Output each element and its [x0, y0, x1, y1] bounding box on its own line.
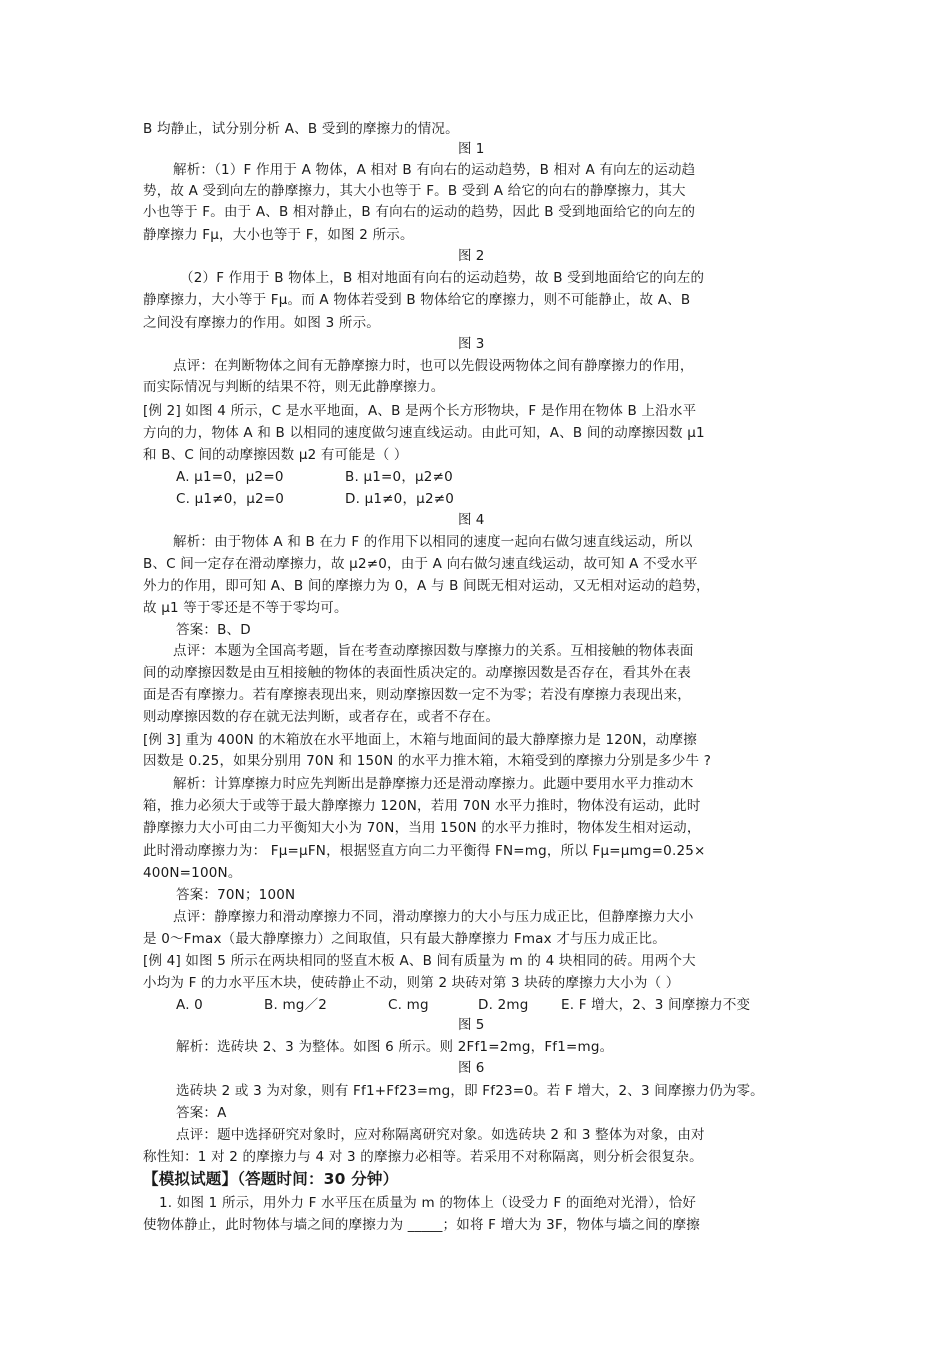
option-a: A. μ1=0，μ2=0 — [176, 469, 284, 485]
option-a: A. 0 — [176, 997, 203, 1013]
option-e: E. F 增大，2、3 间摩擦力不变 — [561, 997, 751, 1013]
text-line: 称性知：1 对 2 的摩擦力与 4 对 3 的摩擦力必相等。若采用不对称隔离，则分析会很复杂。 — [143, 1149, 703, 1165]
figure-caption: 图 2 — [458, 248, 485, 264]
answer: 答案：B、D — [176, 622, 251, 638]
text-line: 点评：本题为全国高考题，旨在考查动摩擦因数与摩擦力的关系。互相接触的物体表面 — [173, 643, 694, 659]
text-line: （2）F 作用于 B 物体上，B 相对地面有向右的运动趋势，故 B 受到地面给它的向左的 — [180, 270, 705, 286]
text-line: 间的动摩擦因数是由互相接触的物体的表面性质决定的。动摩擦因数是否存在，看其外在表 — [143, 665, 691, 681]
text-line: 面是否有摩擦力。若有摩擦表现出来，则动摩擦因数一定不为零；若没有摩擦力表现出来， — [143, 687, 691, 703]
text-line: 方向的力，物体 A 和 B 以相同的速度做匀速直线运动。由此可知，A、B 间的动摩擦因数 μ1 — [143, 425, 705, 441]
text-line: 使物体静止，此时物体与墙之间的摩擦力为 _____；如将 F 增大为 3F，物体与墙之间的摩擦 — [143, 1217, 700, 1233]
text-line: 静摩擦力大小可由二力平衡知大小为 70N，当用 150N 的水平力推时，物体发生相对运动， — [143, 820, 701, 836]
text-line: 静摩擦力，大小等于 Fμ。而 A 物体若受到 B 物体给它的摩擦力，则不可能静止，故 A、B — [143, 292, 691, 308]
text-line: 因数是 0.25，如果分别用 70N 和 150N 的水平力推木箱，木箱受到的摩擦力分别是多少牛 ? — [143, 753, 712, 769]
section-heading: 【模拟试题】（答题时间：30 分钟） — [143, 1170, 399, 1188]
answer: 答案：70N；100N — [176, 887, 296, 903]
text-line: 400N=100N。 — [143, 865, 242, 881]
text-line: B、C 间一定存在滑动摩擦力，故 μ2≠0，由于 A 向右做匀速直线运动，故可知 A 不受水平 — [143, 556, 698, 572]
text-line: 势，故 A 受到向左的静摩擦力，其大小也等于 F。B 受到 A 给它的向右的静摩擦力，其大 — [143, 183, 686, 199]
option-d: D. μ1≠0，μ2≠0 — [345, 491, 455, 507]
option-d: D. 2mg — [478, 997, 529, 1013]
text-line: 是 0～Fmax（最大静摩擦力）之间取值，只有最大静摩擦力 Fmax 才与压力成正比。 — [143, 931, 666, 947]
text-line: 和 B、C 间的动摩擦因数 μ2 有可能是（ ） — [143, 447, 408, 463]
option-b: B. μ1=0，μ2≠0 — [345, 469, 453, 485]
text-line: 箱，推力必须大于或等于最大静摩擦力 120N，若用 70N 水平力推时，物体没有运动，此时 — [143, 798, 701, 814]
text-line: 而实际情况与判断的结果不符，则无此静摩擦力。 — [143, 379, 445, 395]
text-line: 解析：由于物体 A 和 B 在力 F 的作用下以相同的速度一起向右做匀速直线运动，所以 — [173, 534, 693, 550]
text-line: 点评：静摩擦力和滑动摩擦力不同，滑动摩擦力的大小与压力成正比，但静摩擦力大小 — [173, 909, 694, 925]
text-line: [例 3] 重为 400N 的木箱放在水平地面上，木箱与地面间的最大静摩擦力是 120N，动摩擦 — [143, 732, 697, 748]
figure-caption: 图 3 — [458, 336, 485, 352]
figure-caption: 图 5 — [458, 1017, 485, 1033]
text-line: 解析：（1）F 作用于 A 物体，A 相对 B 有向右的运动趋势，B 相对 A 有向左的运动趋 — [173, 162, 696, 178]
figure-caption: 图 1 — [458, 141, 485, 157]
option-c: C. μ1≠0，μ2=0 — [176, 491, 285, 507]
text-line: 小也等于 F。由于 A、B 相对静止，B 有向右的运动的趋势，因此 B 受到地面给它的向左的 — [143, 204, 696, 220]
option-c: C. mg — [388, 997, 429, 1013]
text-line: 点评：在判断物体之间有无静摩擦力时，也可以先假设两物体之间有静摩擦力的作用， — [173, 358, 694, 374]
text-line: 之间没有摩擦力的作用。如图 3 所示。 — [143, 315, 380, 331]
text-line: 解析：计算摩擦力时应先判断出是静摩擦力还是滑动摩擦力。此题中要用水平力推动木 — [173, 776, 694, 792]
text-line: 则动摩擦因数的存在就无法判断，或者存在，或者不存在。 — [143, 709, 500, 725]
option-b: B. mg／2 — [264, 997, 328, 1013]
answer: 答案：A — [176, 1105, 227, 1121]
text-line: 此时滑动摩擦力为： Fμ=μFN，根据竖直方向二力平衡得 FN=mg，所以 Fμ=μmg=0.25× — [143, 843, 706, 859]
figure-caption: 图 4 — [458, 512, 485, 528]
text-line: 1. 如图 1 所示，用外力 F 水平压在质量为 m 的物体上（设受力 F 的面绝对光滑），恰好 — [159, 1195, 697, 1211]
text-line: 解析：选砖块 2、3 为整体。如图 6 所示。则 2Ff1=2mg，Ff1=mg。 — [176, 1039, 614, 1055]
text-line: 小均为 F 的力水平压木块，使砖静止不动，则第 2 块砖对第 3 块砖的摩擦力大小为（ ） — [143, 975, 680, 991]
text-line: 点评：题中选择研究对象时，应对称隔离研究对象。如选砖块 2 和 3 整体为对象，由对 — [176, 1127, 705, 1143]
text-line: 选砖块 2 或 3 为对象，则有 Ff1+Ff23=mg，即 Ff23=0。若 F 增大，2、3 间摩擦力仍为零。 — [176, 1083, 764, 1099]
text-line: 外力的作用，即可知 A、B 间的摩擦力为 0，A 与 B 间既无相对运动，又无相对运动的趋势， — [143, 578, 710, 594]
text-line: [例 2] 如图 4 所示，C 是水平地面，A、B 是两个长方形物块，F 是作用在物体 B 上沿水平 — [143, 403, 697, 419]
text-line: B 均静止，试分别分析 A、B 受到的摩擦力的情况。 — [143, 121, 459, 137]
text-line: [例 4] 如图 5 所示在两块相同的竖直木板 A、B 间有质量为 m 的 4 块相同的砖。用两个大 — [143, 953, 696, 969]
text-line: 故 μ1 等于零还是不等于零均可。 — [143, 600, 348, 616]
figure-caption: 图 6 — [458, 1060, 485, 1076]
text-line: 静摩擦力 Fμ，大小也等于 F，如图 2 所示。 — [143, 227, 414, 243]
